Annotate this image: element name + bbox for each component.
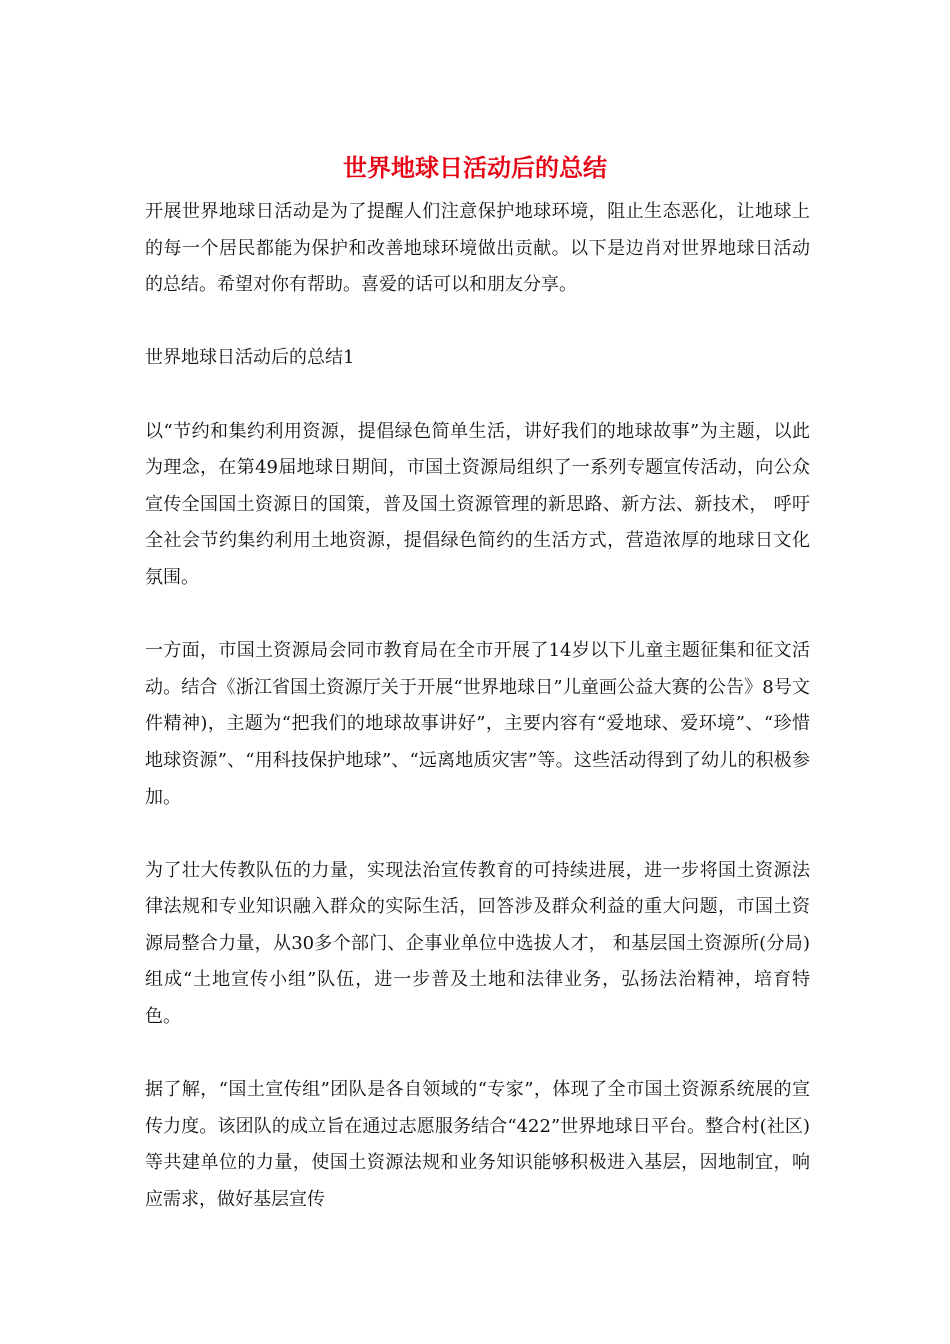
section-heading: 世界地球日活动后的总结1 bbox=[145, 347, 355, 369]
body-paragraph: 为了壮大传教队伍的力量，实现法治宣传教育的可持续进展，进一步将国土资源法律法规和专业知识融入群众的实际生活，回答涉及群众利益的重大问题，市国土资源局整合力量，从30多个部门、企事业单位中选拔人才， 和基层国土资源所(分局)组成“土地宣传小组”队伍，进一步普及土地和法律业务，弘扬法治精神，培育特色。 bbox=[145, 859, 810, 1028]
document-body bbox=[145, 194, 810, 1219]
body-paragraph: 以“节约和集约利用资源，提倡绿色简单生活，讲好我们的地球故事”为主题，以此为理念，在第49届地球日期间，市国土资源局组织了一系列专题宣传活动，向公众宣传全国国土资源日的国策，普及国土资源管理的新思路、新方法、新技术， 呼吁全社会节约集约利用土地资源，提倡绿色简约的生活方式，营造浓厚的地球日文化氛围。 bbox=[145, 420, 810, 588]
document-title: 世界地球日活动后的总结 bbox=[343, 153, 607, 182]
intro-paragraph: 开展世界地球日活动是为了提醒人们注意保护地球环境，阻止生态恶化，让地球上的每一个居民都能为保护和改善地球环境做出贡献。以下是边肖对世界地球日活动的总结。希望对你有帮助。喜爱的话可以和朋友分享。 bbox=[145, 201, 810, 296]
body-paragraph: 一方面，市国土资源局会同市教育局在全市开展了14岁以下儿童主题征集和征文活动。结合《浙江省国土资源厅关于开展“世界地球日”儿童画公益大赛的公告》8号文件精神)，主题为“把我们的地球故事讲好”，主要内容有“爱地球、爱环境”、“珍惜地球资源”、“用科技保护地球”、“远离地质灾害”等。这些活动得到了幼儿的积极参加。 bbox=[145, 640, 810, 808]
body-paragraph: 据了解，“国土宣传组”团队是各自领域的“专家”，体现了全市国土资源系统展的宣传力度。该团队的成立旨在通过志愿服务结合“422”世界地球日平台。整合村(社区)等共建单位的力量，使国土资源法规和业务知识能够积极进入基层，因地制宜，响应需求，做好基层宣传 bbox=[145, 1079, 810, 1211]
